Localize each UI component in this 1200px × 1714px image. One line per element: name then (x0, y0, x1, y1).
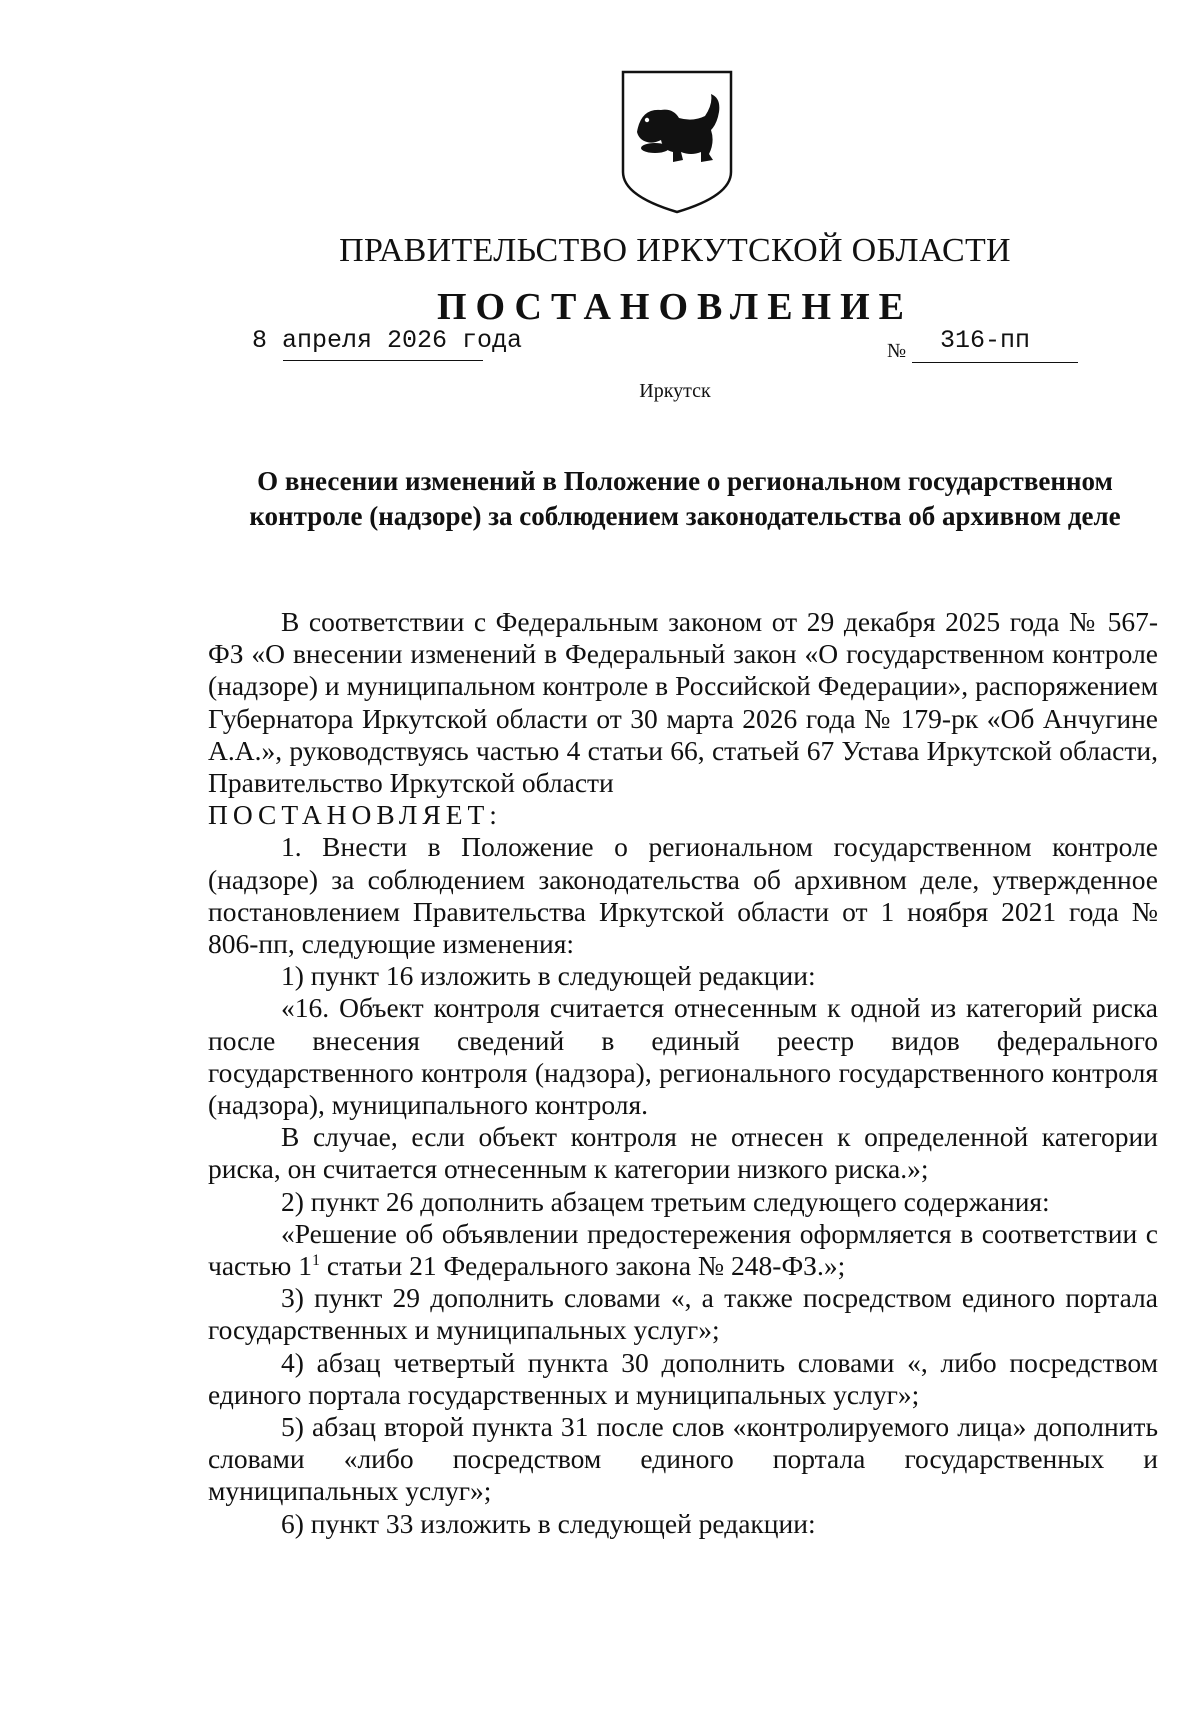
paragraph-quote-26 (208, 1218, 1158, 1282)
title-line-2: контроле (надзоре) за соблюдением законодательства об архивном деле (249, 501, 1121, 531)
document-body (208, 606, 1158, 1540)
paragraph-subitem-4: 4) абзац четвертый пункта 30 дополнить словами «, либо посредством единого портала государственных и муниципальных услуг»; (208, 1346, 1158, 1410)
paragraph-quote-16-cont: В случае, если объект контроля не отнесен к определенной категории риска, он считается отнесенным к категории низкого риска.»; (208, 1121, 1158, 1185)
quote-26-text: «Решение об объявлении предостережения оформляется в соответствии с частью 1 (208, 1217, 1158, 1282)
number-underline (912, 362, 1078, 363)
quote-26-text-end: статьи 21 Федерального закона № 248-ФЗ.»; (319, 1250, 846, 1282)
coat-of-arms-icon (617, 68, 737, 216)
paragraph-subitem-6: 6) пункт 33 изложить в следующей редакции: (281, 1507, 816, 1539)
title-line-1: О внесении изменений в Положение о региональном государственном (257, 466, 1113, 496)
city-name: Иркутск (639, 380, 711, 402)
quote-26-superscript: 1 (311, 1251, 320, 1269)
document-type: ПОСТАНОВЛЕНИЕ (436, 286, 914, 328)
document-number: 316-пп (940, 326, 1031, 355)
paragraph-resolves: ПОСТАНОВЛЯЕТ: (208, 799, 502, 831)
paragraph-subitem-2: 2) пункт 26 дополнить абзацем третьим следующего содержания: (281, 1185, 1050, 1217)
date-underline (283, 360, 483, 361)
paragraph-subitem-1: 1) пункт 16 изложить в следующей редакции: (281, 960, 816, 992)
document-title (205, 464, 1165, 534)
government-name: ПРАВИТЕЛЬСТВО ИРКУТСКОЙ ОБЛАСТИ (339, 232, 1011, 269)
paragraph-preamble: В соответствии с Федеральным законом от 29 декабря 2025 года № 567-ФЗ «О внесении изменений в Федеральный закон «О государственном контроле (надзоре) и муниципальном контроле в Российской Федерации», распоряжением Губернатора Иркутской области от 30 марта 2026 года № 179-рк «Об Анчугине А.А.», руководствуясь частью 4 статьи 66, статьей 67 Устава Иркутской области, Правительство Иркутской области (208, 606, 1158, 799)
paragraph-subitem-3: 3) пункт 29 дополнить словами «, а также посредством единого портала государственных и муниципальных услуг»; (208, 1282, 1158, 1346)
paragraph-item-1: 1. Внести в Положение о региональном государственном контроле (надзоре) за соблюдением законодательства об архивном деле, утвержденное постановлением Правительства Иркутской области от 1 ноября 2021 года № 806-пп, следующие изменения: (208, 831, 1158, 960)
number-label: № (887, 340, 907, 362)
paragraph-subitem-5: 5) абзац второй пункта 31 после слов «контролируемого лица» дополнить словами «либо посредством единого портала государственных и муниципальных услуг»; (208, 1411, 1158, 1507)
paragraph-quote-16: «16. Объект контроля считается отнесенным к одной из категорий риска после внесения сведений в единый реестр видов федерального государственного контроля (надзора), регионального государственного контроля (надзора), муниципального контроля. (208, 992, 1158, 1121)
document-date: 8 апреля 2026 года (252, 326, 523, 355)
